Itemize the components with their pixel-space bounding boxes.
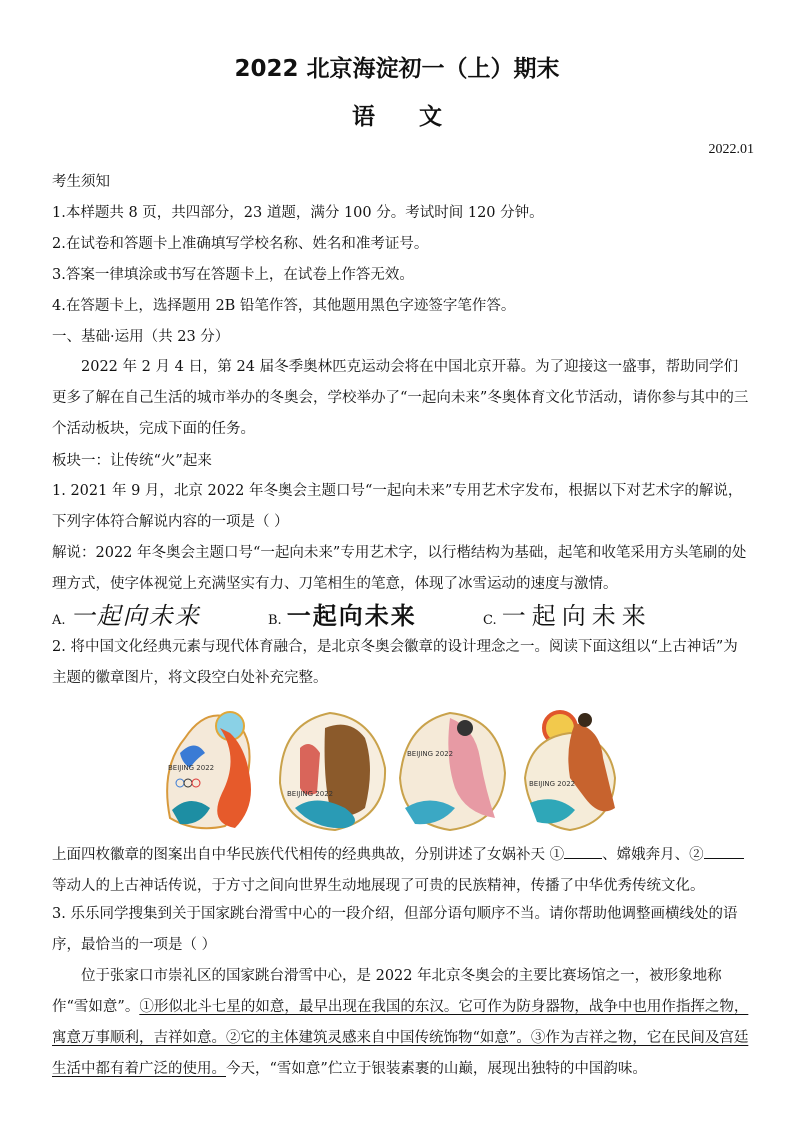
question-2-stem: 2. 将中国文化经典元素与现代体育融合，是北京冬奥会徽章的设计理念之一。阅读下面这组以“上古神话”为主题的徽章图片，将文段空白处补充完整。 <box>52 639 738 686</box>
subject-title: 语文 <box>352 104 486 130</box>
passage-end: 今天，“雪如意”伫立于银装素裹的山巅，展现出独特的中国韵味。 <box>226 1061 647 1077</box>
badge-caption: BEIJING 2022 <box>287 790 334 798</box>
question-3-passage <box>52 961 752 1085</box>
section-heading: 一、基础·运用（共 23 分） <box>52 329 230 345</box>
option-b-artwork: 一起向未来 <box>286 602 417 630</box>
badge-kuafu <box>525 712 615 830</box>
notice-item: 4.在答题卡上，选择题用 2B 铅笔作答，其他题用黑色字迹签字笔作答。 <box>52 298 516 314</box>
notice-item: 3.答案一律填涂或书写在答题卡上，在试卷上作答无效。 <box>52 267 414 283</box>
exam-date: 2022.01 <box>708 142 754 157</box>
badge-caption: BEIJING 2022 <box>529 780 576 788</box>
badge-nuwa <box>167 712 251 828</box>
answer-blank-2[interactable] <box>704 844 744 859</box>
passage-start: 位于张家口市崇礼区的国家跳台滑雪中心，是 2022 年北京冬奥会的主要比赛场馆之一，被形象地称作“雪如意”。 <box>52 968 722 1015</box>
fill-text-a: 上面四枚徽章的图案出自中华民族代代相传的经典典故，分别讲述了女娲补天 ① <box>52 847 565 863</box>
fill-text-c: 等动人的上古神话传说，于方寸之间向世界生动地展现了可贵的民族精神，传播了中华优秀传统文化。 <box>52 878 705 894</box>
block-heading: 板块一：让传统“火”起来 <box>52 453 212 469</box>
answer-blank-1[interactable] <box>564 844 602 859</box>
badge-images <box>150 698 620 838</box>
notice-item: 2.在试卷和答题卡上准确填写学校名称、姓名和准考证号。 <box>52 236 429 252</box>
badge-change <box>400 713 505 830</box>
section-intro: 2022 年 2 月 4 日，第 24 届冬季奥林匹克运动会将在中国北京开幕。为了迎接这一盛事，帮助同学们更多了解在自己生活的城市举办的冬奥会，学校举办了“一起向未来”冬奥体育文化节活动，请你参与其中的三个活动板块，完成下面的任务。 <box>52 359 749 437</box>
option-a[interactable] <box>52 596 201 631</box>
exam-title: 2022 北京海淀初一（上）期末 <box>234 56 560 82</box>
badges-svg <box>150 698 620 838</box>
question-1-explanation: 解说：2022 年冬奥会主题口号“一起向未来”专用艺术字，以行楷结构为基础，起笔和收笔采用方头笔刷的处理方式，使字体视觉上充满坚实有力、刀笔相生的笔意，体现了冰雪运动的速度与激情。 <box>52 545 747 592</box>
option-b-label: B. <box>268 613 282 628</box>
badge-caption: BEIJING 2022 <box>407 750 454 758</box>
notice-heading: 考生须知 <box>52 174 110 190</box>
passage-underlined: ①形似北斗七星的如意，最早出现在我国的东汉。它可作为防身器物，战争中也用作指挥之物，寓意万事顺利，吉祥如意。②它的主体建筑灵感来自中国传统饰物“如意”。③作为吉祥之物，它在民间及宫廷生活中都有着广泛的使用。 <box>52 999 749 1077</box>
question-1-stem: 1. 2021 年 9 月，北京 2022 年冬奥会主题口号“一起向未来”专用艺术字发布，根据以下对艺术字的解说，下列字体符合解说内容的一项是（ ） <box>52 483 743 530</box>
badge-dayu <box>280 713 385 830</box>
option-c-artwork: 一起向未来 <box>501 602 652 630</box>
notice-item: 1.本样题共 8 页，共四部分，23 道题，满分 100 分。考试时间 120 分钟。 <box>52 205 544 221</box>
question-3-stem: 3. 乐乐同学搜集到关于国家跳台滑雪中心的一段介绍，但部分语句顺序不当。请你帮助他调整画横线处的语序，最恰当的一项是（ ） <box>52 906 738 953</box>
option-c-label: C. <box>483 613 497 628</box>
fill-text-b: 、嫦娥奔月、② <box>602 847 704 863</box>
option-a-label: A. <box>52 613 66 628</box>
option-b[interactable] <box>268 596 417 631</box>
option-a-artwork: 一起向未来 <box>70 602 201 630</box>
badge-caption: BEIJING 2022 <box>168 764 215 772</box>
question-2-fill <box>52 840 752 902</box>
option-c[interactable] <box>483 596 652 631</box>
